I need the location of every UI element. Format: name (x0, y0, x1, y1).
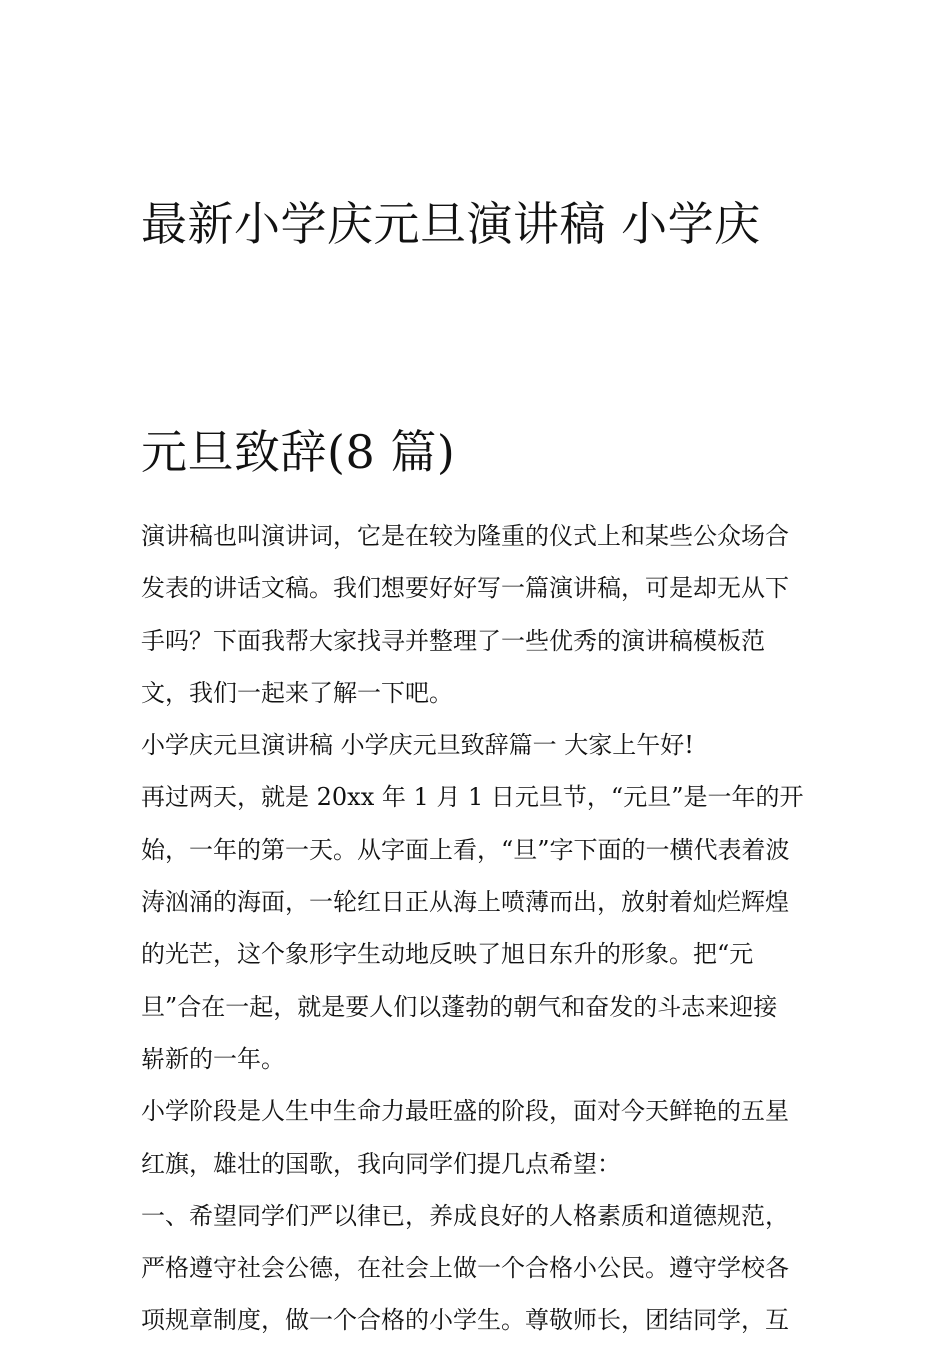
intro-paragraph: 演讲稿也叫演讲词，它是在较为隆重的仪式上和某些公众场合 发表的讲话文稿。我们想要好好写一篇演讲稿，可是却无从下 手吗？下面我帮大家找寻并整理了一些优秀的演讲稿模板范 文，我们一起来了解一下吧。 (141, 522, 789, 707)
section-heading-paragraph: 小学庆元旦演讲稿 小学庆元旦致辞篇一 大家上午好! (141, 731, 694, 760)
body-paragraph: 一、希望同学们严以律已，养成良好的人格素质和道德规范， 严格遵守社会公德，在社会上做一个合格小公民。遵守学校各 项规章制度，做一个合格的小学生。尊敬师长，团结同学，互 (141, 1201, 789, 1335)
document-body (141, 110, 816, 1347)
title-line-1: 最新小学庆元旦演讲稿 小学庆 (141, 197, 761, 251)
body-paragraph: 再过两天，就是 20xx 年 1 月 1 日元旦节，“元旦”是一年的开 始，一年的第一天。从字面上看，“旦”字下面的一横代表着波 涛汹涌的海面，一轮红日正从海上喷薄而出，放射着灿烂辉煌 的光芒，这个象形字生动地反映了旭日东升的形象。把“元 旦”合在一起，就是要人们以蓬勃的朝气和奋发的斗志来迎接 崭新的一年。 (141, 783, 804, 1073)
title-line-2: 元旦致辞(8 篇) (141, 425, 456, 479)
document-title (141, 110, 816, 490)
body-paragraph: 小学阶段是人生中生命力最旺盛的阶段，面对今天鲜艳的五星 红旗，雄壮的国歌，我向同学们提几点希望： (141, 1097, 789, 1178)
